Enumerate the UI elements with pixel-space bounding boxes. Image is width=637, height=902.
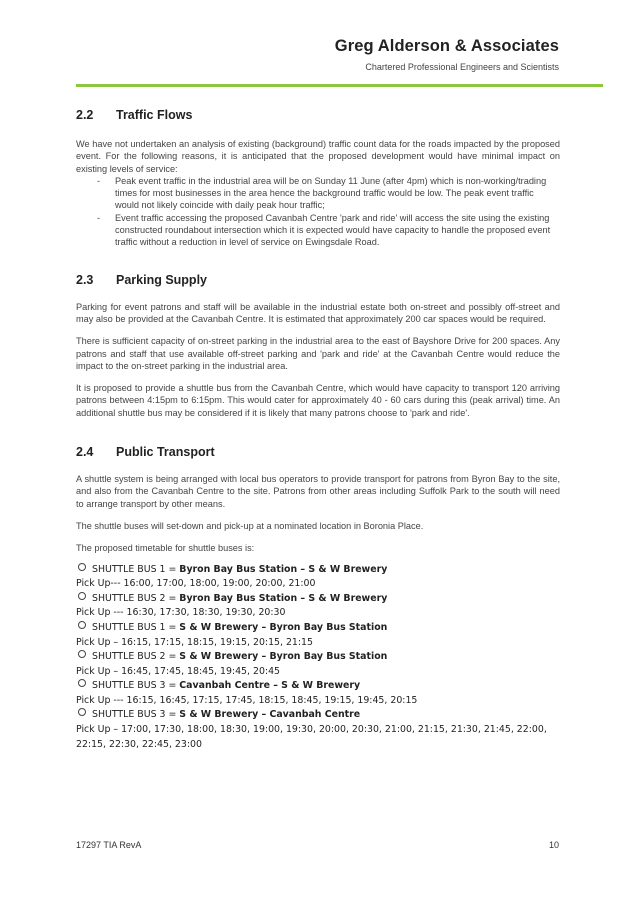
section-number: 2.2 — [76, 108, 94, 122]
parking-paragraph: Parking for event patrons and staff will be available in the industrial estate both on-street and possibly off-street and may also be provided at the Cavanbah Centre. It is estimated that approximately 200 car spaces would be required. — [76, 301, 560, 324]
section-number: 2.4 — [76, 445, 94, 460]
footer-document-reference: 17297 TIA RevA — [76, 840, 142, 850]
section-heading-parking-supply — [76, 273, 560, 287]
header-divider — [76, 84, 603, 87]
section-number: 2.3 — [76, 272, 94, 287]
traffic-intro-paragraph: We have not undertaken an analysis of existing (background) traffic count data for the roads impacted by the proposed event. For the following reasons, it is anticipated that the proposed development would have minimal impact on existing levels of service: — [76, 139, 560, 174]
shuttle-entry — [76, 679, 560, 694]
shuttle-route: S & W Brewery – Byron Bay Bus Station — [179, 621, 388, 633]
shuttle-label: SHUTTLE BUS 3 = — [92, 680, 180, 692]
shuttle-entry — [76, 708, 560, 723]
transport-paragraph: A shuttle system is being arranged with local bus operators to provide transport for patrons from Byron Bay to the site, and also from the Cavanbah Centre to the site. Patrons from other areas including Suffolk Park to the south will need to arrange transport by other means. — [76, 474, 560, 509]
shuttle-route: S & W Brewery – Cavanbah Centre — [179, 709, 361, 721]
section-heading-traffic-flows — [76, 108, 560, 122]
page-content — [76, 108, 560, 752]
circle-bullet-icon — [78, 679, 86, 687]
shuttle-label: SHUTTLE BUS 1 = — [92, 621, 180, 633]
shuttle-label: SHUTTLE BUS 1 = — [92, 563, 180, 575]
shuttle-entry — [76, 592, 560, 607]
section-title: Public Transport — [116, 445, 215, 460]
section-heading-public-transport — [76, 445, 560, 459]
bullet-item: - Peak event traffic in the industrial area will be on Sunday 11 June (after 4pm) which is non-working/trading times for most businesses in the area hence the background traffic would be low. The peak event traffic would not likely coincide with daily peak hour traffic; — [115, 175, 560, 212]
shuttle-entry — [76, 563, 560, 578]
transport-paragraph: The proposed timetable for shuttle buses is: — [76, 543, 255, 554]
circle-bullet-icon — [78, 592, 86, 600]
circle-bullet-icon — [78, 650, 86, 658]
shuttle-route: Cavanbah Centre – S & W Brewery — [179, 680, 361, 692]
shuttle-route: Byron Bay Bus Station – S & W Brewery — [179, 563, 388, 575]
section-title: Traffic Flows — [116, 108, 193, 122]
shuttle-label: SHUTTLE BUS 2 = — [92, 651, 180, 663]
parking-paragraph: There is sufficient capacity of on-street parking in the industrial area to the east of Bayshore Drive for 200 spaces. Any patrons and staff that use available off-street parking and 'park and ride' at the Cavanbah Centre would reduce the impact to the on-street parking in the industrial area. — [76, 336, 560, 371]
circle-bullet-icon — [78, 708, 86, 716]
shuttle-route: Byron Bay Bus Station – S & W Brewery — [179, 592, 388, 604]
shuttle-entry — [76, 621, 560, 636]
section-title: Parking Supply — [116, 272, 207, 287]
company-tagline: Chartered Professional Engineers and Scientists — [365, 62, 559, 72]
circle-bullet-icon — [78, 621, 86, 629]
bullet-item: - Event traffic accessing the proposed Cavanbah Centre 'park and ride' will access the site using the existing constructed roundabout intersection which it is expected would have capacity to handle the proposed event traffic without a reduction in level of service on Ewingsdale Road. — [115, 212, 560, 249]
shuttle-pickup-times: Pick Up – 16:45, 17:45, 18:45, 19:45, 20:45 — [76, 665, 281, 677]
shuttle-entry — [76, 650, 560, 665]
letterhead — [335, 37, 559, 72]
shuttle-pickup-times: Pick Up – 17:00, 17:30, 18:00, 18:30, 19:00, 19:30, 20:00, 20:30, 21:00, 21:15, 21:30, 21:45, 22:00, 22:15, 22:30, 22:45, 23:00 — [76, 724, 547, 750]
shuttle-pickup-times: Pick Up--- 16:00, 17:00, 18:00, 19:00, 20:00, 21:00 — [76, 578, 316, 590]
traffic-bullet-list — [76, 175, 560, 249]
shuttle-label: SHUTTLE BUS 2 = — [92, 592, 180, 604]
parking-paragraph: It is proposed to provide a shuttle bus from the Cavanbah Centre, which would have capacity to transport 120 arriving patrons between 4:15pm to 6:15pm. This would cater for approximately 40 - 60 cars during this (peak arrival) time. An additional shuttle bus may be considered if it is likely that many patrons choose to 'park and ride'. — [76, 383, 560, 418]
shuttle-label: SHUTTLE BUS 3 = — [92, 709, 180, 721]
shuttle-pickup-times: Pick Up --- 16:15, 16:45, 17:15, 17:45, 18:15, 18:45, 19:15, 19:45, 20:15 — [76, 694, 418, 706]
footer-page-number: 10 — [548, 840, 559, 850]
shuttle-pickup-times: Pick Up – 16:15, 17:15, 18:15, 19:15, 20:15, 21:15 — [76, 636, 313, 648]
shuttle-route: S & W Brewery – Byron Bay Bus Station — [179, 651, 388, 663]
shuttle-pickup-times: Pick Up --- 16:30, 17:30, 18:30, 19:30, 20:30 — [76, 607, 286, 619]
company-name: Greg Alderson & Associates — [334, 37, 559, 55]
transport-paragraph: The shuttle buses will set-down and pick-up at a nominated location in Boronia Place. — [76, 520, 424, 531]
shuttle-timetable — [76, 563, 560, 753]
circle-bullet-icon — [78, 563, 86, 571]
